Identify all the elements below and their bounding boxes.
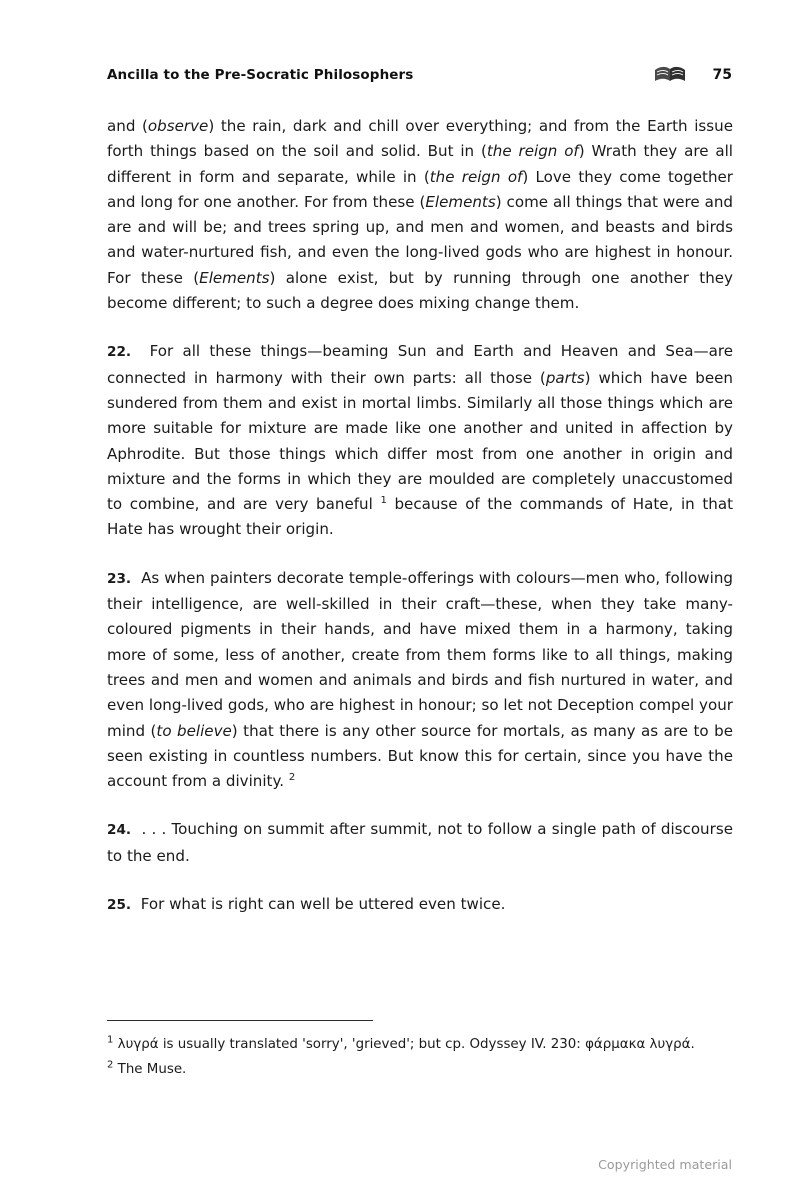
italic-run: the reign of: [429, 167, 523, 186]
italic-run: to believe: [156, 721, 232, 740]
fragment-number: 24.: [107, 822, 132, 839]
page-content: [107, 114, 733, 918]
italic-run: Elements: [425, 192, 496, 211]
footnote-marker: 1: [107, 1034, 114, 1046]
footnote-ref[interactable]: 2: [288, 772, 296, 784]
italic-run: parts: [545, 368, 585, 387]
fragment-number: 23.: [107, 570, 132, 587]
page-number: 75: [712, 67, 732, 83]
footnote-area: [107, 1020, 733, 1081]
text-run: ) that there is any other source for mortals, as many as are to be seen existing in countless numbers. But know this for certain, since you have the account from a divinity.: [107, 721, 733, 791]
text-run: and (: [107, 117, 148, 135]
footnote-ref[interactable]: 1: [380, 495, 387, 507]
text-run: As when painters decorate temple-offerings with colours—men who, following their intelligence, are well-skilled in their craft—these, when they take many-coloured pigments in their hands, and have mixed them in a harmony, taking more of some, less of another, create from them forms like to all things, making trees and men and women and animals and birds and fish nurtured in water, and even long-lived gods, who are highest in honour; so let not Deception compel your mind (: [107, 568, 733, 740]
italic-run: the reign of: [486, 142, 579, 161]
fragment-24: [107, 817, 733, 869]
footnote-2: [107, 1059, 733, 1082]
footnote-marker: 2: [107, 1059, 114, 1071]
text-run: ) alone exist, but by running through one another they become different; to such a degree does mixing change them.: [107, 268, 733, 313]
text-run: ) Love they come together and long for one another. For from these (: [107, 167, 734, 211]
copyright-watermark: Copyrighted material: [598, 1157, 732, 1172]
footnote-separator: [107, 1020, 373, 1021]
text-run: ) which have been sundered from them and exist in mortal limbs. Similarly all those things which are more suitable for mixture are made like one another and united in affection by Aphrodite. But those things which differ most from one another in origin and mixture and the forms in which they are moulded are completely unaccustomed to combine, and are very baneful: [107, 368, 733, 514]
header-right-group: [653, 65, 732, 85]
fragment-number: 22.: [107, 344, 132, 361]
fragment-25: [107, 892, 733, 918]
fragment-23: [107, 566, 733, 795]
text-run: For what is right can well be uttered even twice.: [140, 895, 506, 914]
text-run: because of the commands of Hate, in that Hate has wrought their origin.: [107, 495, 733, 539]
italic-run: observe: [147, 117, 209, 135]
text-run: ) come all things that were and are and will be; and trees spring up, and men and women, and beasts and birds and water-nurtured fish, and even the long-lived gods who are highest in honour. For these (: [107, 192, 733, 287]
open-book-icon: [653, 65, 687, 85]
footnote-text: The Muse.: [117, 1061, 187, 1077]
fragment-22: [107, 339, 733, 542]
running-head-title: Ancilla to the Pre-Socratic Philosophers: [107, 67, 414, 83]
text-run: . . . Touching on summit after summit, not to follow a single path of discourse to the end.: [107, 820, 733, 865]
fragment-number: 25.: [107, 897, 132, 914]
footnote-text: λυγρά is usually translated 'sorry', 'grieved'; but cp. Odyssey IV. 230: φάρμακα λυγρά.: [117, 1037, 695, 1052]
text-run: ) the rain, dark and chill over everything; and from the Earth issue forth things based on the soil and solid. But in (: [107, 117, 733, 161]
text-run: ) Wrath they are all different in form and separate, while in (: [107, 142, 734, 186]
paragraph-continued: [107, 114, 733, 316]
page-header: [107, 62, 732, 88]
footnote-1: [107, 1034, 733, 1057]
italic-run: Elements: [199, 268, 270, 287]
text-run: For all these things—beaming Sun and Earth and Heaven and Sea—are connected in harmony with their own parts: all those (: [107, 342, 733, 387]
